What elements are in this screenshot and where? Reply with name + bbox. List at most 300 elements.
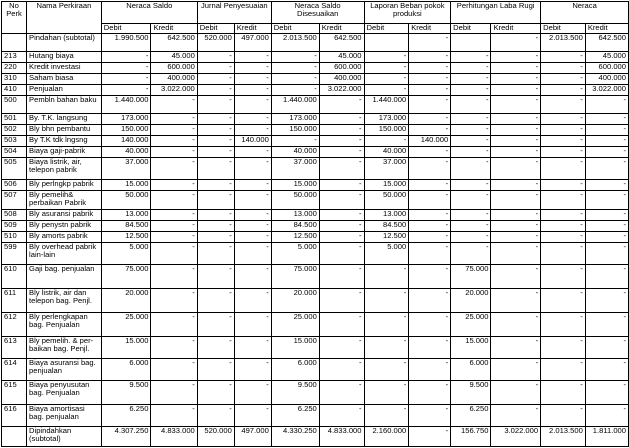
debit-cell: 5.000 <box>364 243 409 265</box>
table-row <box>2 52 629 63</box>
kredit-cell: 497.000 <box>234 34 271 52</box>
kredit-cell: - <box>585 114 628 125</box>
kredit-cell: 400.000 <box>585 74 628 85</box>
debit-cell: 15.000 <box>451 337 491 359</box>
kredit-cell: - <box>319 158 364 180</box>
worksheet-table <box>1 1 629 447</box>
account-name: Biaya gaji-pabrik <box>27 147 102 158</box>
debit-cell: - <box>197 74 234 85</box>
debit-cell: - <box>541 289 586 313</box>
debit-cell: 20.000 <box>101 289 151 313</box>
account-name: Bly perlngkp pabrik <box>27 180 102 191</box>
kredit-cell: - <box>319 180 364 191</box>
kredit-cell: - <box>585 191 628 210</box>
kredit-cell: - <box>151 289 197 313</box>
account-name: Bly pemelih. & per-baikan bag. Penjl. <box>27 337 102 359</box>
kredit-cell: - <box>585 221 628 232</box>
debit-cell: 6.250 <box>451 405 491 427</box>
table-row <box>2 359 629 381</box>
kredit-cell: - <box>491 313 541 337</box>
kredit-cell: - <box>151 337 197 359</box>
kredit-cell: - <box>234 191 271 210</box>
account-name: Saham biasa <box>27 74 102 85</box>
account-number: 613 <box>2 337 27 359</box>
kredit-cell: - <box>491 34 541 52</box>
debit-cell: 6.000 <box>101 359 151 381</box>
debit-cell: - <box>271 85 319 96</box>
kredit-cell: - <box>491 125 541 136</box>
debit-cell: 84.500 <box>101 221 151 232</box>
table-row <box>2 74 629 85</box>
subheader-debit: Debit <box>451 24 491 34</box>
debit-cell: 1.440.000 <box>364 96 409 114</box>
debit-cell: - <box>364 74 409 85</box>
debit-cell: 9.500 <box>271 381 319 405</box>
debit-cell: 20.000 <box>271 289 319 313</box>
table-row <box>2 63 629 74</box>
header-neraca-saldo-disesuaikan: Neraca Saldo Disesuaikan <box>271 2 364 24</box>
kredit-cell: - <box>319 147 364 158</box>
account-name: Penjualan <box>27 85 102 96</box>
debit-cell: 4.307.250 <box>101 427 151 447</box>
kredit-cell: - <box>491 243 541 265</box>
header-row <box>2 2 629 24</box>
debit-cell: - <box>101 52 151 63</box>
table-row <box>2 265 629 289</box>
kredit-cell: - <box>151 313 197 337</box>
debit-cell: - <box>541 210 586 221</box>
subheader-debit: Debit <box>197 24 234 34</box>
debit-cell: 156.750 <box>451 427 491 447</box>
kredit-cell: - <box>234 313 271 337</box>
debit-cell: - <box>197 96 234 114</box>
debit-cell: - <box>451 191 491 210</box>
kredit-cell: 140.000 <box>234 136 271 147</box>
debit-cell: - <box>197 158 234 180</box>
table-row <box>2 158 629 180</box>
debit-cell: - <box>541 147 586 158</box>
debit-cell: - <box>541 243 586 265</box>
kredit-cell: - <box>585 313 628 337</box>
kredit-cell: - <box>151 381 197 405</box>
kredit-cell: - <box>409 405 451 427</box>
kredit-cell: - <box>151 405 197 427</box>
kredit-cell: - <box>234 147 271 158</box>
kredit-cell: - <box>319 191 364 210</box>
kredit-cell: - <box>585 96 628 114</box>
debit-cell: - <box>541 96 586 114</box>
debit-cell: 40.000 <box>364 147 409 158</box>
kredit-cell: - <box>585 125 628 136</box>
kredit-cell: - <box>409 114 451 125</box>
account-number: 220 <box>2 63 27 74</box>
subheader-kredit: Kredit <box>585 24 628 34</box>
debit-cell: - <box>541 232 586 243</box>
kredit-cell: 642.500 <box>585 34 628 52</box>
debit-cell: - <box>197 381 234 405</box>
account-name: By T.K tdk lngsng <box>27 136 102 147</box>
debit-cell: - <box>541 180 586 191</box>
kredit-cell: - <box>234 265 271 289</box>
kredit-cell: - <box>151 210 197 221</box>
debit-cell: 25.000 <box>271 313 319 337</box>
kredit-cell: 1.811.000 <box>585 427 628 447</box>
account-number: 599 <box>2 243 27 265</box>
debit-cell: - <box>364 63 409 74</box>
kredit-cell: - <box>151 265 197 289</box>
kredit-cell: - <box>151 96 197 114</box>
debit-cell: - <box>541 191 586 210</box>
kredit-cell: - <box>151 180 197 191</box>
subheader-debit: Debit <box>364 24 409 34</box>
account-name: Bly asuransi pabrik <box>27 210 102 221</box>
kredit-cell: - <box>491 191 541 210</box>
account-number: 508 <box>2 210 27 221</box>
table-row <box>2 243 629 265</box>
debit-cell: - <box>541 221 586 232</box>
debit-cell: - <box>197 265 234 289</box>
kredit-cell: - <box>319 381 364 405</box>
account-number: 410 <box>2 85 27 96</box>
kredit-cell: - <box>234 85 271 96</box>
debit-cell: - <box>197 232 234 243</box>
table-body <box>2 34 629 447</box>
kredit-cell: 400.000 <box>319 74 364 85</box>
debit-cell: 12.500 <box>271 232 319 243</box>
kredit-cell: - <box>234 243 271 265</box>
table-row <box>2 221 629 232</box>
debit-cell: - <box>197 337 234 359</box>
debit-cell: - <box>451 96 491 114</box>
debit-cell: - <box>197 359 234 381</box>
kredit-cell: - <box>491 63 541 74</box>
account-number: 502 <box>2 125 27 136</box>
header-neraca-saldo: Neraca Saldo <box>101 2 197 24</box>
debit-cell: 1.990.500 <box>101 34 151 52</box>
kredit-cell: - <box>491 405 541 427</box>
debit-cell: - <box>541 359 586 381</box>
debit-cell: - <box>197 191 234 210</box>
debit-cell: - <box>271 136 319 147</box>
debit-cell: - <box>451 63 491 74</box>
header-laporan-beban-pokok: Laporan Beban pokok produksi <box>364 2 451 24</box>
kredit-cell: - <box>491 180 541 191</box>
header-no: No Perk <box>2 2 27 34</box>
kredit-cell: - <box>409 52 451 63</box>
kredit-cell: - <box>491 158 541 180</box>
debit-cell: - <box>197 63 234 74</box>
kredit-cell: - <box>491 96 541 114</box>
kredit-cell: - <box>585 136 628 147</box>
kredit-cell: - <box>151 158 197 180</box>
debit-cell: - <box>541 265 586 289</box>
kredit-cell: - <box>409 243 451 265</box>
kredit-cell: - <box>234 180 271 191</box>
debit-cell: 13.000 <box>364 210 409 221</box>
debit-cell: - <box>101 63 151 74</box>
subheader-kredit: Kredit <box>491 24 541 34</box>
kredit-cell: - <box>319 265 364 289</box>
subheader-debit: Debit <box>101 24 151 34</box>
kredit-cell: - <box>234 158 271 180</box>
kredit-cell: 600.000 <box>151 63 197 74</box>
kredit-cell: 140.000 <box>409 136 451 147</box>
debit-cell: 6.250 <box>271 405 319 427</box>
kredit-cell: - <box>585 359 628 381</box>
account-number: 213 <box>2 52 27 63</box>
kredit-cell: - <box>409 63 451 74</box>
table-row <box>2 34 629 52</box>
debit-cell: 25.000 <box>101 313 151 337</box>
header-name: Nama Perkiraan <box>27 2 102 34</box>
table-row <box>2 125 629 136</box>
header-perhitungan-laba-rugi: Perhitungan Laba Rugi <box>451 2 541 24</box>
kredit-cell: - <box>409 180 451 191</box>
kredit-cell: 400.000 <box>151 74 197 85</box>
kredit-cell: - <box>491 232 541 243</box>
debit-cell: 2.013.500 <box>541 34 586 52</box>
kredit-cell: - <box>151 191 197 210</box>
debit-cell <box>451 34 491 52</box>
debit-cell: - <box>541 405 586 427</box>
kredit-cell: - <box>409 289 451 313</box>
debit-cell: - <box>541 85 586 96</box>
account-name: Dipindahkan (subtotal) <box>27 427 102 447</box>
kredit-cell: - <box>319 125 364 136</box>
table-row <box>2 191 629 210</box>
kredit-cell: - <box>319 243 364 265</box>
debit-cell: 37.000 <box>364 158 409 180</box>
debit-cell: - <box>364 265 409 289</box>
debit-cell: 12.500 <box>101 232 151 243</box>
debit-cell: - <box>197 125 234 136</box>
kredit-cell: - <box>319 114 364 125</box>
debit-cell: - <box>451 114 491 125</box>
debit-cell: - <box>541 337 586 359</box>
kredit-cell: - <box>319 232 364 243</box>
debit-cell: - <box>271 63 319 74</box>
debit-cell: - <box>451 232 491 243</box>
debit-cell: 6.250 <box>101 405 151 427</box>
kredit-cell: - <box>491 289 541 313</box>
debit-cell: - <box>197 221 234 232</box>
subheader-kredit: Kredit <box>409 24 451 34</box>
account-name: Hutang biaya <box>27 52 102 63</box>
kredit-cell: - <box>151 243 197 265</box>
debit-cell: - <box>197 405 234 427</box>
kredit-cell: - <box>319 313 364 337</box>
subheader-kredit: Kredit <box>234 24 271 34</box>
debit-cell: - <box>451 125 491 136</box>
debit-cell: 12.500 <box>364 232 409 243</box>
account-number: 506 <box>2 180 27 191</box>
account-number: 310 <box>2 74 27 85</box>
table-row <box>2 114 629 125</box>
kredit-cell: - <box>234 114 271 125</box>
debit-cell: 15.000 <box>101 337 151 359</box>
kredit-cell: - <box>585 265 628 289</box>
debit-cell: 2.013.500 <box>271 34 319 52</box>
debit-cell: 173.000 <box>101 114 151 125</box>
table-row <box>2 85 629 96</box>
kredit-cell: - <box>234 52 271 63</box>
header-jurnal-penyesuaian: Jurnal Penyesuaian <box>197 2 271 24</box>
debit-cell: 15.000 <box>271 337 319 359</box>
debit-cell: 5.000 <box>271 243 319 265</box>
kredit-cell: 600.000 <box>585 63 628 74</box>
debit-cell: 25.000 <box>451 313 491 337</box>
account-number: 500 <box>2 96 27 114</box>
kredit-cell: - <box>491 85 541 96</box>
kredit-cell: 45.000 <box>585 52 628 63</box>
table-row <box>2 232 629 243</box>
kredit-cell: - <box>585 147 628 158</box>
account-number: 610 <box>2 265 27 289</box>
account-number: 616 <box>2 405 27 427</box>
kredit-cell: 3.022.000 <box>491 427 541 447</box>
kredit-cell: - <box>234 74 271 85</box>
kredit-cell: - <box>234 125 271 136</box>
account-name: Bly perlengkapan bag. Penjualan <box>27 313 102 337</box>
kredit-cell: - <box>319 221 364 232</box>
kredit-cell: - <box>409 265 451 289</box>
debit-cell: 6.000 <box>271 359 319 381</box>
table-row <box>2 289 629 313</box>
kredit-cell: - <box>409 34 451 52</box>
account-number: 501 <box>2 114 27 125</box>
debit-cell: - <box>364 52 409 63</box>
kredit-cell: - <box>151 125 197 136</box>
account-number: 503 <box>2 136 27 147</box>
debit-cell: 520.000 <box>197 427 234 447</box>
debit-cell: 4.330.250 <box>271 427 319 447</box>
kredit-cell: - <box>319 405 364 427</box>
debit-cell: 40.000 <box>101 147 151 158</box>
debit-cell: 75.000 <box>271 265 319 289</box>
debit-cell: 37.000 <box>101 158 151 180</box>
account-number: 615 <box>2 381 27 405</box>
kredit-cell: - <box>409 381 451 405</box>
debit-cell: - <box>364 359 409 381</box>
kredit-cell: - <box>491 114 541 125</box>
account-number: 510 <box>2 232 27 243</box>
kredit-cell: - <box>319 289 364 313</box>
debit-cell: - <box>197 180 234 191</box>
debit-cell: - <box>197 289 234 313</box>
kredit-cell: - <box>585 232 628 243</box>
kredit-cell: - <box>491 381 541 405</box>
account-number: 614 <box>2 359 27 381</box>
kredit-cell: - <box>585 180 628 191</box>
debit-cell: 1.440.000 <box>101 96 151 114</box>
kredit-cell: - <box>319 359 364 381</box>
debit-cell: - <box>197 136 234 147</box>
debit-cell: - <box>451 221 491 232</box>
kredit-cell: - <box>319 337 364 359</box>
debit-cell: 150.000 <box>364 125 409 136</box>
kredit-cell: - <box>491 52 541 63</box>
table-row <box>2 136 629 147</box>
debit-cell: - <box>541 313 586 337</box>
kredit-cell: - <box>409 221 451 232</box>
header-neraca: Neraca <box>541 2 629 24</box>
debit-cell: - <box>541 63 586 74</box>
account-number: 504 <box>2 147 27 158</box>
account-number <box>2 34 27 52</box>
kredit-cell: - <box>585 381 628 405</box>
kredit-cell: 497.000 <box>234 427 271 447</box>
kredit-cell: - <box>585 289 628 313</box>
kredit-cell: - <box>234 210 271 221</box>
debit-cell: - <box>451 210 491 221</box>
table-row <box>2 147 629 158</box>
debit-cell: - <box>451 85 491 96</box>
debit-cell: - <box>451 180 491 191</box>
debit-cell: - <box>451 243 491 265</box>
account-name: Bly amorts pabrik <box>27 232 102 243</box>
debit-cell: 173.000 <box>271 114 319 125</box>
debit-cell: - <box>451 147 491 158</box>
debit-cell: - <box>197 85 234 96</box>
kredit-cell: - <box>491 136 541 147</box>
debit-cell: 84.500 <box>364 221 409 232</box>
debit-cell: 20.000 <box>451 289 491 313</box>
account-name: Bly overhead pabrik lain-lain <box>27 243 102 265</box>
debit-cell: 50.000 <box>364 191 409 210</box>
kredit-cell: - <box>491 221 541 232</box>
kredit-cell: 45.000 <box>151 52 197 63</box>
debit-cell: 520.000 <box>197 34 234 52</box>
account-name: Bly listrik, air dan telepon bag. Penjl. <box>27 289 102 313</box>
debit-cell: 75.000 <box>451 265 491 289</box>
debit-cell: - <box>197 114 234 125</box>
debit-cell: 6.000 <box>451 359 491 381</box>
debit-cell: - <box>364 289 409 313</box>
kredit-cell: - <box>409 96 451 114</box>
debit-cell: - <box>451 52 491 63</box>
table-row <box>2 427 629 447</box>
kredit-cell: - <box>585 158 628 180</box>
kredit-cell: - <box>234 96 271 114</box>
debit-cell: - <box>451 74 491 85</box>
account-name: Gaji bag. penjualan <box>27 265 102 289</box>
debit-cell: 50.000 <box>101 191 151 210</box>
table-row <box>2 96 629 114</box>
kredit-cell: 3.022.000 <box>585 85 628 96</box>
kredit-cell: 45.000 <box>319 52 364 63</box>
table-row <box>2 405 629 427</box>
debit-cell: - <box>197 243 234 265</box>
table-row <box>2 210 629 221</box>
kredit-cell: - <box>491 337 541 359</box>
debit-cell: - <box>197 313 234 337</box>
account-name: Biaya amortisasi bag. penjualan <box>27 405 102 427</box>
debit-cell: - <box>541 136 586 147</box>
kredit-cell: - <box>319 210 364 221</box>
kredit-cell: - <box>319 96 364 114</box>
kredit-cell: - <box>234 289 271 313</box>
account-name: Biaya penyusutan bag. Penjualan <box>27 381 102 405</box>
debit-cell: 84.500 <box>271 221 319 232</box>
debit-cell: - <box>541 381 586 405</box>
account-number: 509 <box>2 221 27 232</box>
account-name: Bly penystn pabrik <box>27 221 102 232</box>
account-name: By. T.K. langsung <box>27 114 102 125</box>
debit-cell: 2.013.500 <box>541 427 586 447</box>
account-name: Pembln bahan baku <box>27 96 102 114</box>
debit-cell: 5.000 <box>101 243 151 265</box>
debit-cell: 2.160.000 <box>364 427 409 447</box>
